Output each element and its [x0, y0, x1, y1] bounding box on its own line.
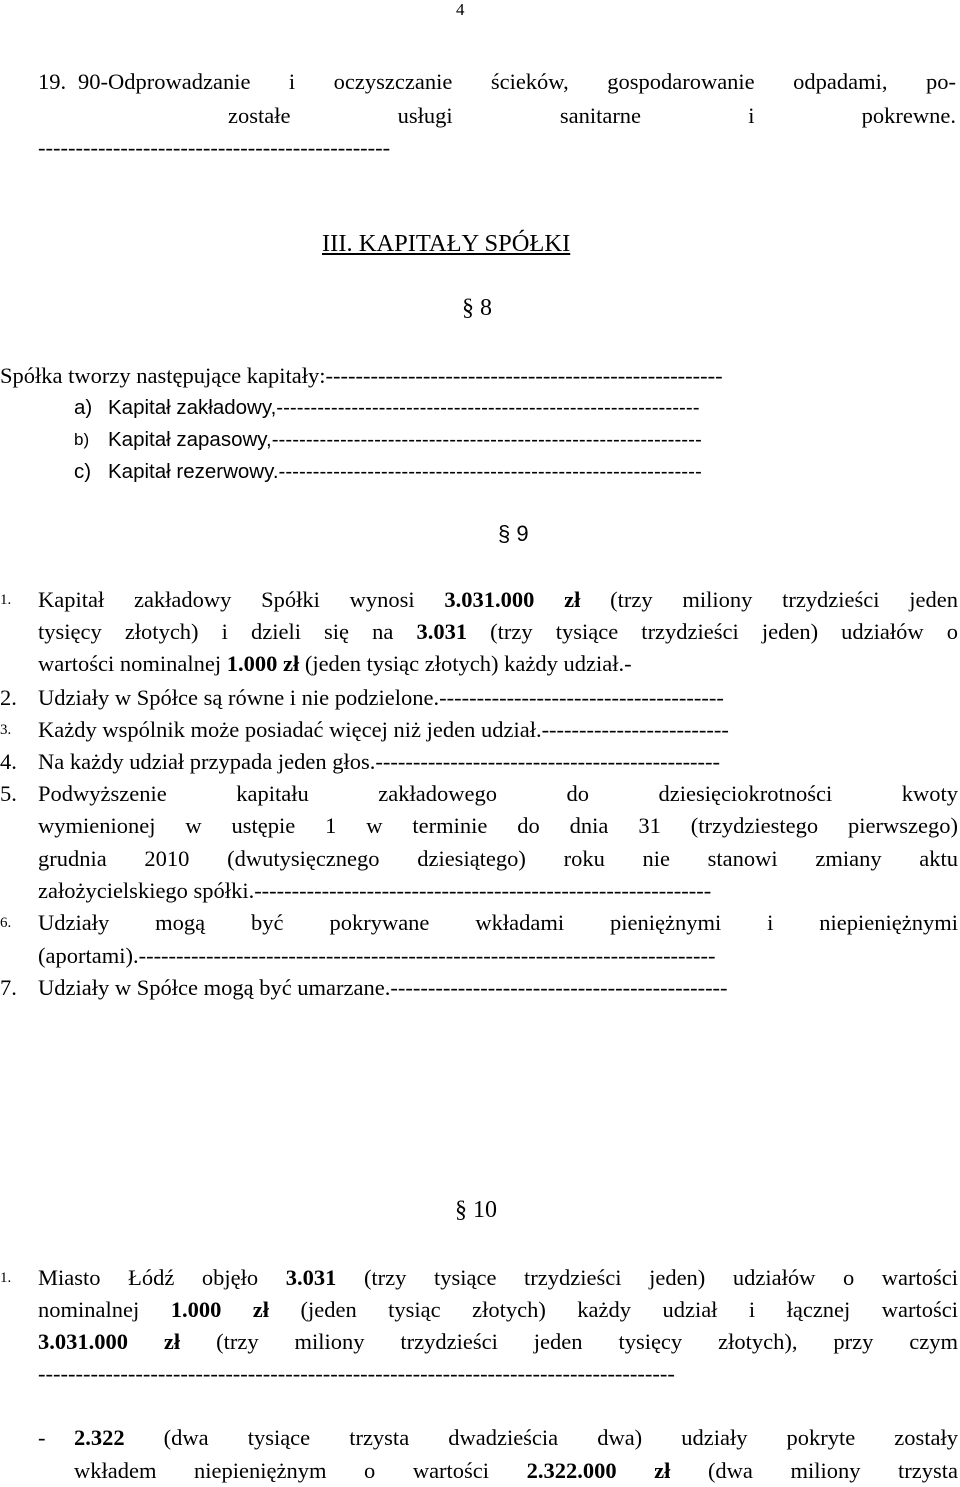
item-text: założycielskiego spółki.-------------------------------------------------------------: [38, 878, 712, 903]
item-amount: 3.031: [416, 619, 468, 644]
list-letter: a): [74, 396, 93, 419]
item-text: (aportami).-----------------------------------------------------------------------------: [38, 943, 716, 968]
item-line: [38, 682, 724, 714]
item-line: [38, 648, 632, 680]
section-10-heading: [455, 1194, 497, 1226]
chapter-heading: III. KAPITAŁY SPÓŁKI: [322, 230, 571, 257]
item-text: Kapitał zakładowy Spółki wynosi: [38, 587, 445, 612]
item-line: [38, 875, 711, 907]
item-number: 3.: [0, 722, 12, 738]
sub-item-line: [74, 1422, 958, 1454]
item-text: wymienionej w ustępie 1 w terminie do dnia 31 (trzydziestego pierwszego): [38, 813, 958, 838]
item-line: [38, 1326, 958, 1358]
section-number: 10: [473, 1197, 497, 1223]
item-amount: 1.000 zł: [170, 1297, 270, 1322]
item-line: [38, 810, 958, 842]
section-number: 9: [516, 521, 529, 546]
item-19-dashes: -----------------------------------------------: [38, 135, 391, 160]
item-19-line-2: zostałe usługi sanitarne i pokrewne.: [228, 103, 956, 128]
item-amount: 3.031.000 zł: [38, 1329, 181, 1354]
dash-line: -------------------------------------------------------------------------------------: [38, 1361, 675, 1386]
item-text: grudnia 2010 (dwutysięcznego dziesiątego) roku nie stanowi zmiany aktu: [38, 846, 958, 871]
item-number: 5.: [0, 781, 17, 806]
item-text: (jeden tysiąc złotych) każdy udział.-: [299, 651, 632, 676]
section-9-heading: [498, 518, 529, 550]
section-symbol: §: [462, 295, 474, 321]
item-text: wartości nominalnej: [38, 651, 227, 676]
item-text: (trzy tysiące trzydzieści jeden) udziałów o wartości: [336, 1265, 958, 1290]
item-text: tysięcy złotych) i dzieli się na: [38, 619, 417, 644]
item-number: 1.: [0, 1270, 12, 1286]
item-line: [38, 714, 729, 746]
section-8-heading: [462, 292, 492, 324]
item-line: [38, 907, 958, 939]
capital-item: Kapitał zakładowy,--------------------------------------------------------------: [108, 396, 700, 419]
item-line: [38, 1262, 958, 1294]
capital-item: Kapitał zapasowy,---------------------------------------------------------------: [108, 428, 702, 451]
item-line: [38, 746, 720, 778]
item-19-line-1: 90-Odprowadzanie i oczyszczanie ścieków, gospodarowanie odpadami, po-: [78, 69, 956, 94]
section-number: 8: [480, 295, 492, 321]
item-line: [38, 843, 958, 875]
item-number: 7.: [0, 975, 17, 1000]
capital-item: Kapitał rezerwowy.--------------------------------------------------------------: [108, 460, 702, 483]
list-letter: c): [74, 460, 92, 483]
item-text: Udziały w Spółce mogą być umarzane.---------------------------------------------: [38, 975, 728, 1000]
item-amount: 1.000 zł: [226, 651, 300, 676]
item-number: 1.: [0, 592, 12, 608]
item-text: (dwa miliony trzysta: [670, 1458, 958, 1483]
item-amount: 3.031.000 zł: [444, 587, 581, 612]
item-text: (trzy tysiące trzydzieści jeden) udziałów o: [467, 619, 958, 644]
sub-item-dash: -: [38, 1425, 46, 1450]
item-text: Każdy wspólnik może posiadać więcej niż jeden udział.-------------------------: [38, 717, 729, 742]
item-text: Udziały mogą być pokrywane wkładami pieniężnymi i niepieniężnymi: [38, 910, 958, 935]
item-line: [38, 940, 716, 972]
item-line: [38, 778, 958, 810]
item-amount: 3.031: [285, 1265, 337, 1290]
list-letter: b): [74, 430, 90, 449]
item-line: [38, 616, 958, 648]
item-line: [38, 1294, 958, 1326]
item-amount: 2.322: [74, 1425, 125, 1450]
item-text: Na każdy udział przypada jeden głos.----------------------------------------------: [38, 749, 721, 774]
page-number: 4: [456, 0, 465, 19]
item-number: 6.: [0, 915, 12, 931]
item-number: 4.: [0, 749, 17, 774]
sub-item-line: [74, 1455, 958, 1487]
item-text: Podwyższenie kapitału zakładowego do dziesięciokrotności kwoty: [38, 781, 958, 806]
item-text: (trzy miliony trzydzieści jeden tysięcy złotych), przy czym: [180, 1329, 958, 1354]
item-text: (jeden tysiąc złotych) każdy udział i łącznej wartości: [269, 1297, 958, 1322]
item-amount: 2.322.000 zł: [526, 1458, 671, 1483]
item-line: [38, 584, 958, 616]
item-text: nominalnej: [38, 1297, 171, 1322]
item-line: [38, 972, 728, 1004]
section-symbol: §: [498, 521, 511, 546]
item-text: wkładem niepieniężnym o wartości: [74, 1458, 527, 1483]
section-8-intro: Spółka tworzy następujące kapitały:-----------------------------------------------------: [0, 363, 723, 388]
item-19-number: 19.: [38, 69, 67, 94]
item-text: (trzy miliony trzydzieści jeden: [580, 587, 958, 612]
item-text: (dwa tysiące trzysta dwadzieścia dwa) udziały pokryte zostały: [124, 1425, 958, 1450]
item-text: Udziały w Spółce są równe i nie podzielone.--------------------------------------: [38, 685, 724, 710]
item-text: Miasto Łódź objęło: [38, 1265, 286, 1290]
item-number: 2.: [0, 685, 17, 710]
section-symbol: §: [455, 1197, 467, 1223]
